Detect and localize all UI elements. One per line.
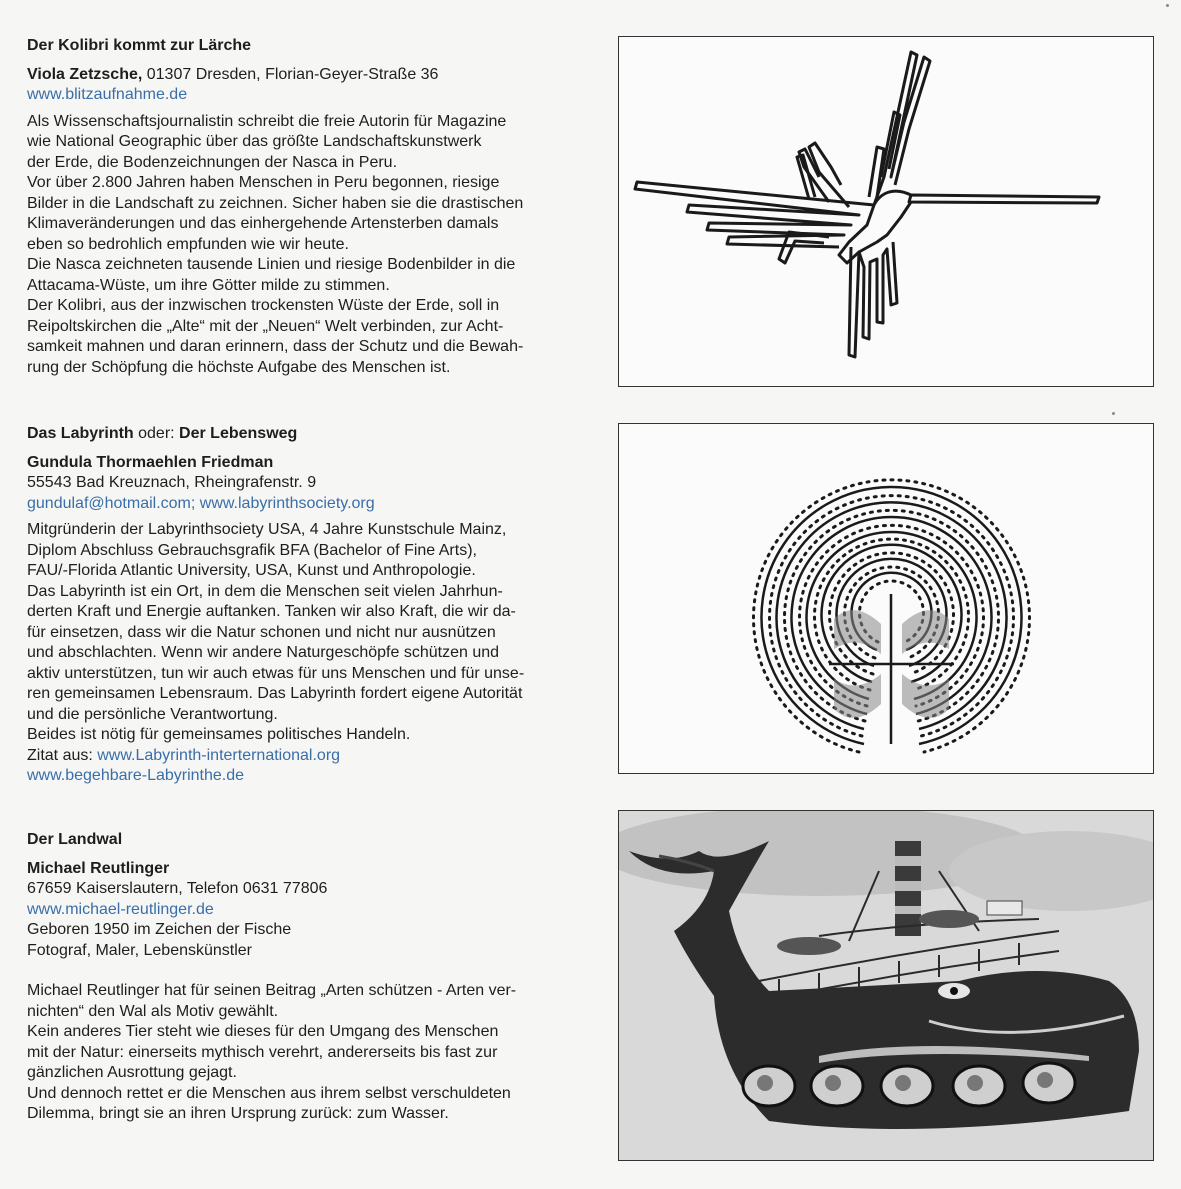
author-name: Gundula Thormaehlen Friedman [27,454,274,471]
section-kolibri [27,35,567,378]
body-line: nichten“ den Wal als Motiv gewählt. [27,1002,279,1020]
author-line [27,64,567,85]
body-line: Als Wissenschaftsjournalistin schreibt die freie Autorin für Magazine [27,112,507,130]
body-line: Beides ist nötig für gemeinsames politisches Handeln. [27,726,411,743]
section-landwal [27,829,567,1125]
body-line: Reipoltskirchen die „Alte“ mit der „Neuen“ Welt verbinden, zur Acht- [27,317,504,335]
body-line: ren gemeinsamen Lebensraum. Das Labyrinth fordert eigene Autorität [27,685,523,702]
title-part: Das Labyrinth [27,425,134,442]
body-line: mit der Natur: einerseits mythisch verehrt, andererseits bis fast zur [27,1043,498,1061]
body-line: Klimaveränderungen und das einhergehende Artensterben damals [27,215,499,232]
section-title: Der Kolibri kommt zur Lärche [27,37,252,54]
spacer [27,961,567,981]
body-line: rung der Schöpfung die höchste Aufgabe des Menschen ist. [27,358,451,376]
author-name: Viola Zetzsche, [27,66,143,83]
hummingbird-drawing [619,37,1153,386]
body-line: Die Nasca zeichneten tausende Linien und riesige Bodenbilder in die [27,256,516,273]
author-line [27,452,567,473]
body-line: Attacama-Wüste, um ihre Götter milde zu stimmen. [27,276,390,294]
body-line: Dilemma, bringt sie an ihren Ursprung zurück: zum Wasser. [27,1105,449,1122]
body-line: Und dennoch rettet er die Menschen aus ihrem selbst verschuldeten [27,1084,511,1102]
website-link[interactable]: www.michael-reutlinger.de [27,900,214,918]
labyrinth-link[interactable]: www.begehbare-Labyrinthe.de [27,767,245,784]
title-part: oder: [133,425,180,442]
body-line: der Erde, die Bodenzeichnungen der Nasca in Peru. [27,153,398,171]
body-line: gänzlichen Ausrottung gejagt. [27,1064,237,1081]
website-link[interactable]: www.blitzaufnahme.de [27,86,188,103]
body-line: eben so bedrohlich empfunden wie wir heute. [27,235,349,253]
bio-line: Fotograf, Maler, Lebenskünstler [27,941,253,959]
body-text [27,981,567,1125]
body-line: und die persönliche Verantwortung. [27,705,278,723]
hummingbird-image [618,36,1154,387]
speck [1112,412,1115,415]
author-address: 55543 Bad Kreuznach, Rheingrafenstr. 9 [27,474,317,491]
body-line: Michael Reutlinger hat für seinen Beitrag „Arten schützen - Arten ver- [27,982,517,999]
section-title: Der Landwal [27,831,123,848]
quote-link[interactable]: www.Labyrinth-interternational.org [97,746,341,764]
body-text [27,520,567,787]
section-title [27,423,567,444]
quote-label: Zitat aus: [27,746,98,764]
body-line: samkeit mahnen und daran erinnern, dass der Schutz und die Bewah- [27,338,524,355]
author-line [27,858,567,879]
body-line: aktiv unterstützen, tun wir auch etwas für uns Menschen und für unse- [27,664,525,682]
body-line: Kein anderes Tier steht wie dieses für den Umgang des Menschen [27,1023,499,1040]
author-address: 01307 Dresden, Florian-Geyer-Straße 36 [142,66,439,83]
body-line: FAU/-Florida Atlantic University, USA, Kunst und Anthropologie. [27,562,476,579]
bio-line: Geboren 1950 im Zeichen der Fische [27,921,292,938]
speck [1166,4,1169,7]
section-labyrinth [27,423,567,787]
quote-line [27,746,567,767]
whale-painting [619,811,1153,1160]
author-name: Michael Reutlinger [27,860,170,877]
author-address: 67659 Kaiserslautern, Telefon 0631 77806 [27,880,328,897]
body-text [27,112,567,379]
body-line: Der Kolibri, aus der inzwischen trockensten Wüste der Erde, soll in [27,297,500,314]
body-line: Das Labyrinth ist ein Ort, in dem die Menschen seit vielen Jahrhun- [27,582,503,600]
body-line: Bilder in die Landschaft zu zeichnen. Sicher haben sie die drastischen [27,194,524,212]
body-line: derten Kraft und Energie auftanken. Tanken wir also Kraft, die wir da- [27,603,516,620]
whale-image [618,810,1154,1161]
body-line: wie National Geographic über das größte Landschaftskunstwerk [27,133,482,150]
body-line: Vor über 2.800 Jahren haben Menschen in Peru begonnen, riesige [27,174,500,191]
body-line: und abschlachten. Wenn wir andere Naturgeschöpfe schützen und [27,644,500,661]
body-line: Mitgründerin der Labyrinthsociety USA, 4 Jahre Kunstschule Mainz, [27,521,507,538]
title-part: Der Lebensweg [179,425,298,442]
body-line: Diplom Abschluss Gebrauchsgrafik BFA (Bachelor of Fine Arts), [27,541,477,559]
contact-link[interactable]: gundulaf@hotmail.com; www.labyrinthsociety.org [27,494,375,512]
labyrinth-drawing [619,424,1153,773]
body-line: für einsetzen, dass wir die Natur schonen und nicht nur ausnützen [27,623,496,641]
labyrinth-image [618,423,1154,774]
